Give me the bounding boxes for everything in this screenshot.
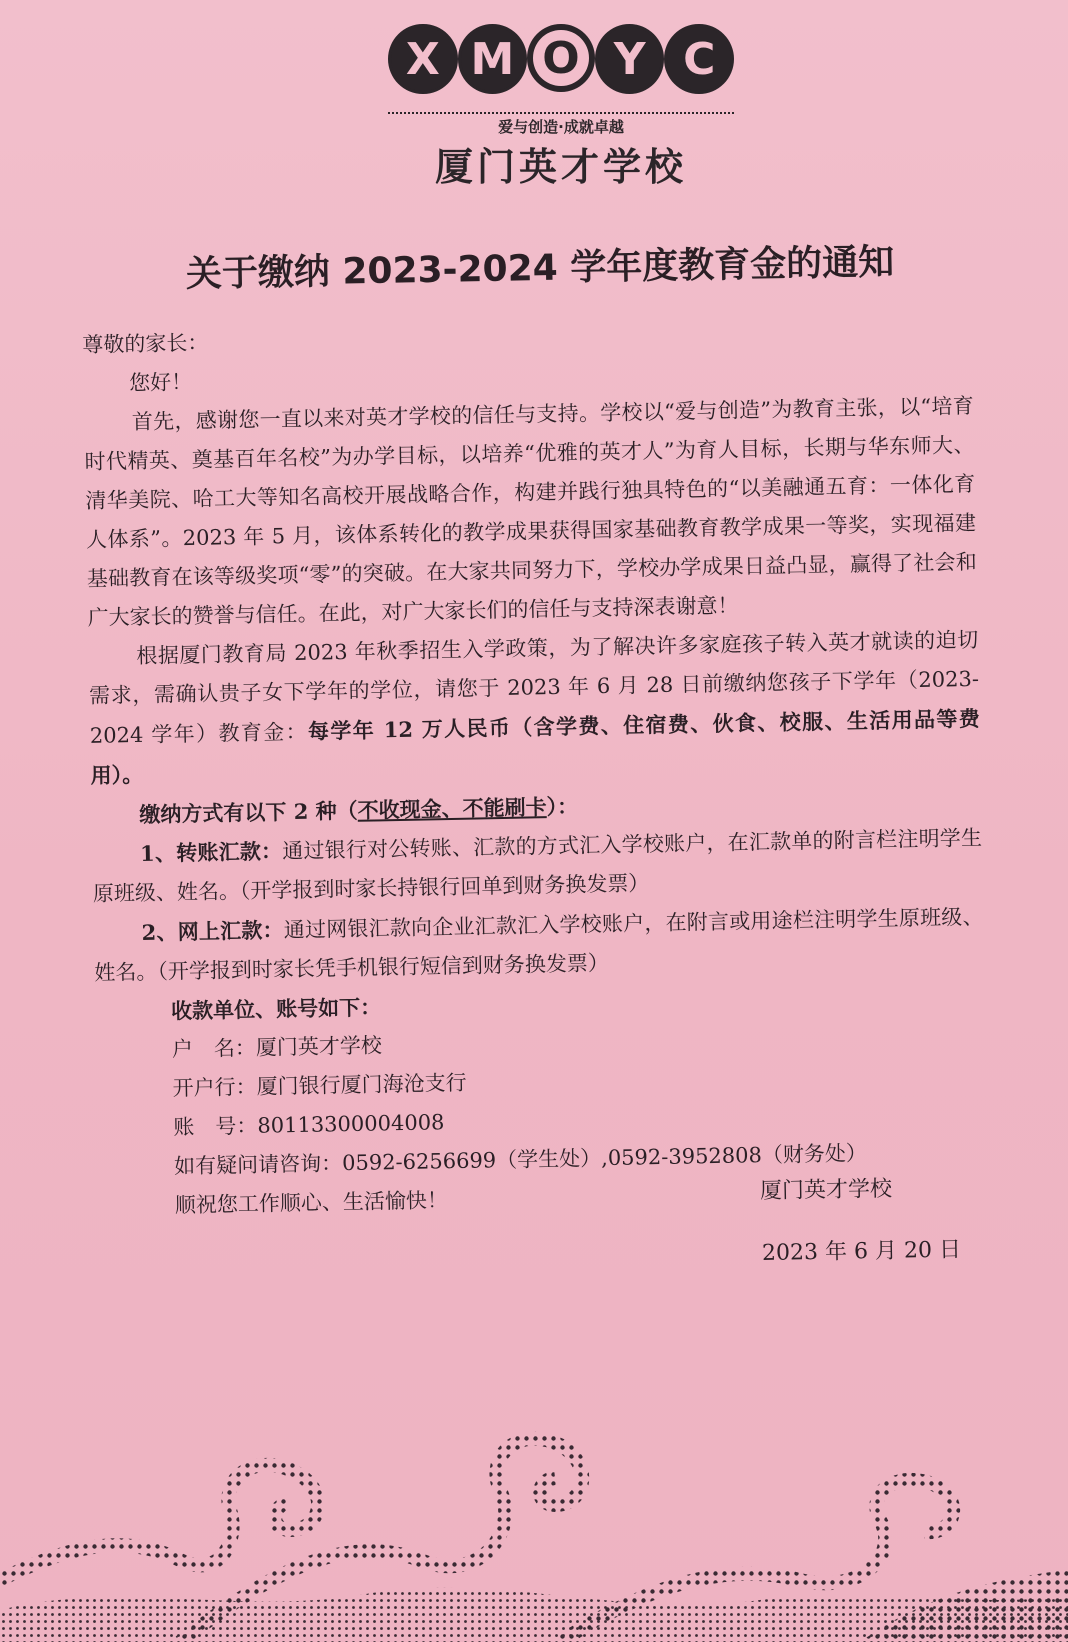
account-number-label: 账 号： — [173, 1113, 258, 1140]
school-logo — [388, 24, 734, 189]
wave-swirl-left — [0, 1465, 318, 1580]
method2-label: 2、网上汇款： — [141, 917, 284, 945]
notice-body — [82, 309, 989, 1227]
account-name-value: 厦门英才学校 — [255, 1033, 383, 1060]
logo-slogan: 爱与创造·成就卓越 — [498, 118, 624, 136]
paragraph-intro: 首先，感谢您一直以来对英才学校的信任与支持。学校以“爱与创造”为教育主张，以“培育时代精英、奠基百年名校”为办学目标，以培养“优雅的英才人”为育人目标，长期与华东师大、清华美院、哈工大等知名高校开展战略合作，构建并践行独具特色的“以美融通五育：一体化育人体系”。2023 年 5 月，该体系转化的教学成果获得国家基础教育教学成果一等奖，实现福建基础教育在该等级奖项“零”的突破。在大家共同努力下，学校办学成果日益凸显，赢得了社会和广大家长的赞誉与信任。在此，对广大家长们的信任与支持深表谢意！ — [84, 393, 977, 630]
decorative-wave-pattern — [0, 1380, 1068, 1642]
logo-letter-m: M — [458, 24, 528, 94]
account-heading: 收款单位、账号如下： — [170, 994, 382, 1024]
contact-info: 如有疑问请咨询：0592-6256699（学生处）,0592-3952808（财务处） — [173, 1141, 868, 1179]
account-bank-value: 厦门银行厦门海沧支行 — [256, 1070, 467, 1099]
closing-wishes: 顺祝您工作顺心、生活愉快！ — [174, 1188, 449, 1218]
paragraph-fee — [88, 621, 981, 796]
method2-text: 通过网银汇款向企业汇款汇入学校账户，在附言或用途栏注明学生原班级、姓名。（开学报到时家长凭手机银行短信到财务换发票） — [94, 904, 984, 985]
method1-label: 1、转账汇款： — [139, 838, 283, 866]
logo-letter-c: C — [664, 24, 734, 94]
logo-letter-y: Y — [595, 24, 665, 94]
payment-intro-text: 缴纳方式有以下 2 种（ — [139, 797, 358, 827]
fee-text: 根据厦门教育局 2023 年秋季招生入学政策，为了解决许多家庭孩子转入英才就读的迫切需求，需确认贵子女下学年的学位，请您于 2023 年 6 月 28 日前缴纳您孩子下学年（2023-2024 学年）教育金： — [88, 627, 980, 748]
salutation: 尊敬的家长： — [82, 330, 209, 357]
logo-letter-circles — [388, 24, 734, 98]
fee-amount: 每学年 12 万人民币（含学费、住宿费、伙食、校服、生活用品等费用）。 — [90, 705, 980, 788]
school-name: 厦门英才学校 — [434, 145, 687, 189]
account-name-label: 户 名： — [171, 1035, 257, 1062]
account-number-value: 80113300004008 — [257, 1110, 445, 1138]
logo-letter-x: X — [388, 24, 458, 94]
notice-date: 2023 年 6 月 20 日 — [761, 1237, 962, 1267]
method1-text: 通过银行对公转账、汇款的方式汇入学校账户，在汇款单的附言栏注明学生原班级、姓名。（开学报到时家长持银行回单到财务换发票） — [92, 825, 983, 906]
greeting: 您好！ — [128, 369, 193, 396]
logo-letter-o: O — [527, 24, 595, 92]
account-bank-label: 开户行： — [172, 1074, 257, 1101]
payment-note: 不收现金、不能刷卡 — [357, 794, 547, 823]
signature: 厦门英才学校 — [759, 1176, 893, 1205]
payment-intro-close: ）： — [546, 793, 579, 820]
notice-title: 关于缴纳 2023-2024 学年度教育金的通知 — [185, 241, 895, 296]
